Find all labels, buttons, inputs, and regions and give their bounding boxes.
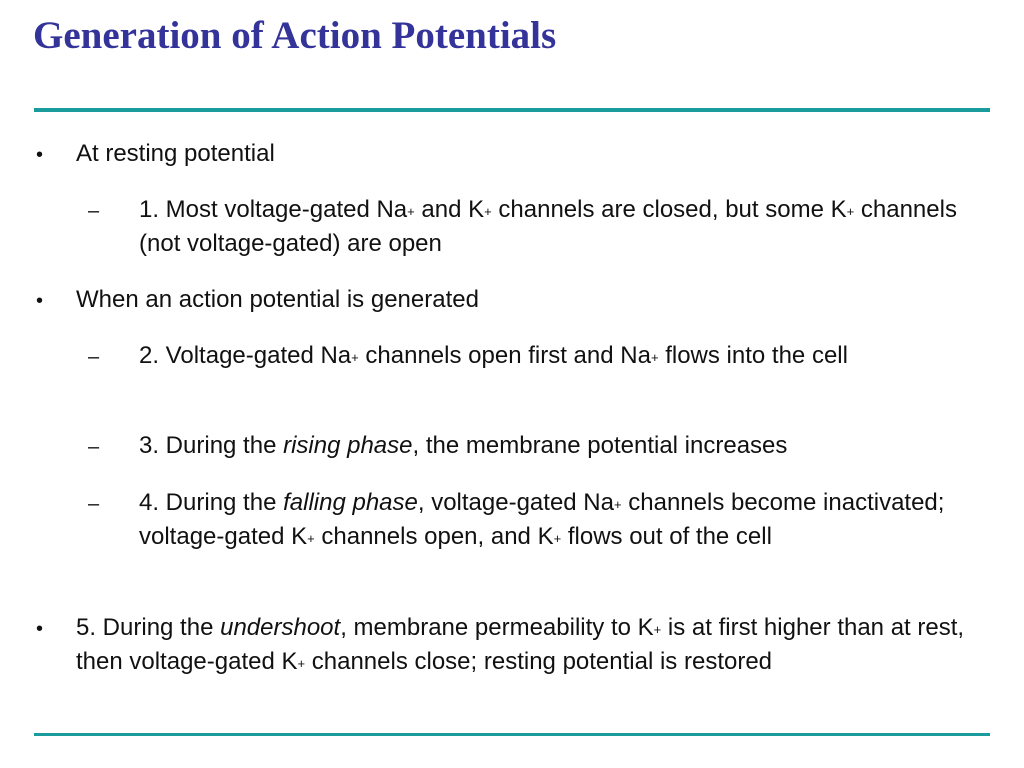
- superscript-plus: +: [484, 204, 492, 219]
- text-run: flows into the cell: [658, 342, 848, 369]
- text-run: 1. Most voltage-gated Na: [139, 196, 408, 223]
- bullet-marker: •: [36, 144, 44, 166]
- text-run: channels become inactivated; voltage-gated K: [139, 489, 945, 550]
- slide-title: Generation of Action Potentials: [33, 14, 557, 57]
- text-run: channels are closed, but some K: [491, 196, 847, 223]
- text-run: channels close; resting potential is restored: [305, 648, 773, 675]
- text-run: channels (not voltage-gated) are open: [139, 196, 957, 257]
- text-run: At resting potential: [76, 140, 275, 167]
- text-run: 3. During the: [139, 432, 284, 459]
- footer-divider: [34, 733, 990, 736]
- italic-term: undershoot: [220, 614, 341, 641]
- text-run: , the membrane potential increases: [412, 432, 788, 459]
- dash-marker: –: [88, 346, 100, 368]
- dash-marker: –: [88, 493, 100, 515]
- text-run: 2. Voltage-gated Na: [139, 342, 352, 369]
- bullet-item-3: [76, 611, 996, 679]
- sub-item-3: [139, 429, 979, 463]
- superscript-plus: +: [650, 350, 659, 365]
- text-run: flows out of the cell: [561, 523, 772, 550]
- bullet-marker: •: [36, 618, 44, 640]
- sub-item-2: [139, 339, 979, 373]
- dash-marker: –: [88, 200, 100, 222]
- bullet-item-1: [76, 137, 996, 171]
- text-run: channels open, and K: [314, 523, 554, 550]
- superscript-plus: +: [297, 656, 306, 671]
- text-run: When an action potential is generated: [76, 286, 479, 313]
- bullet-item-2: [76, 283, 996, 317]
- italic-term: rising phase: [283, 432, 413, 459]
- text-run: 5. During the: [76, 614, 221, 641]
- text-run: , membrane permeability to K: [340, 614, 654, 641]
- text-run: is at first higher than at rest, then voltage-gated K: [76, 614, 965, 675]
- sub-item-4: [139, 486, 979, 554]
- superscript-plus: +: [653, 622, 662, 637]
- superscript-plus: +: [407, 204, 415, 219]
- text-run: channels open first and Na: [358, 342, 651, 369]
- text-run: , voltage-gated Na: [417, 489, 614, 516]
- dash-marker: –: [88, 436, 100, 458]
- superscript-plus: +: [351, 350, 359, 365]
- bullet-marker: •: [36, 290, 44, 312]
- italic-term: falling phase: [283, 489, 418, 516]
- superscript-plus: +: [307, 531, 315, 546]
- sub-item-1: [139, 193, 979, 261]
- text-run: 4. During the: [139, 489, 284, 516]
- superscript-plus: +: [553, 531, 562, 546]
- superscript-plus: +: [613, 497, 622, 512]
- text-run: and K: [414, 196, 485, 223]
- superscript-plus: +: [846, 204, 855, 219]
